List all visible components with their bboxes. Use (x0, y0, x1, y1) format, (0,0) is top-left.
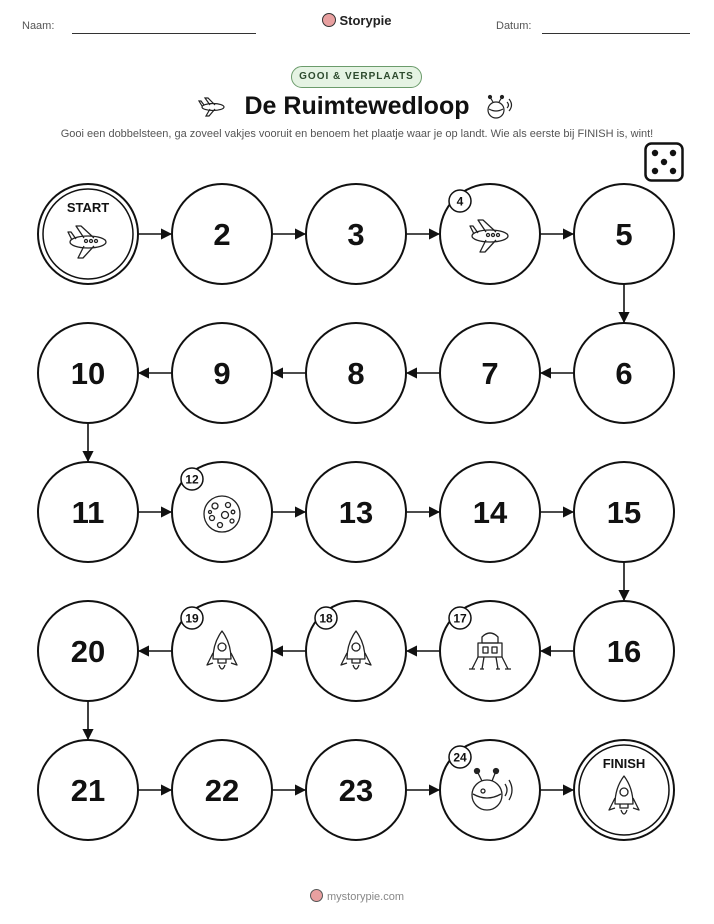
space-number-badge: 19 (185, 611, 199, 626)
start-label: START (66, 200, 110, 215)
footer (0, 889, 714, 903)
space-number: 20 (70, 634, 106, 669)
board-space-14[interactable] (440, 462, 540, 562)
space-number-badge: 4 (456, 194, 464, 209)
space-number: 14 (472, 495, 508, 530)
board-space-24[interactable] (440, 740, 540, 840)
board-space-9[interactable] (172, 323, 272, 423)
space-number: 9 (213, 356, 231, 391)
start-space[interactable] (38, 184, 138, 284)
board-space-11[interactable] (38, 462, 138, 562)
board-space-10[interactable] (38, 323, 138, 423)
board-space-13[interactable] (306, 462, 406, 562)
board-space-6[interactable] (574, 323, 674, 423)
space-number: 7 (481, 356, 499, 391)
board-space-22[interactable] (172, 740, 272, 840)
board-space-8[interactable] (306, 323, 406, 423)
instructions: Gooi een dobbelsteen, ga zoveel vakjes vooruit en benoem het plaatje waar je op landt. Wie als eerste bij FINISH is, wint! (60, 128, 654, 140)
game-type-badge: GOOI & VERPLAATS (291, 66, 422, 88)
board-space-23[interactable] (306, 740, 406, 840)
brand-name: Storypie (339, 13, 392, 28)
board-space-18[interactable] (306, 601, 406, 701)
board-space-12[interactable] (172, 462, 272, 562)
space-number: 22 (204, 773, 240, 808)
space-number: 21 (70, 773, 106, 808)
space-number: 10 (70, 356, 106, 391)
space-number: 5 (615, 217, 633, 252)
board-space-15[interactable] (574, 462, 674, 562)
board-space-4[interactable] (440, 184, 540, 284)
bear-logo-icon (310, 889, 323, 902)
board-space-20[interactable] (38, 601, 138, 701)
space-number-badge: 18 (319, 611, 333, 626)
space-number: 13 (338, 495, 374, 530)
footer-url: mystorypie.com (326, 891, 405, 903)
board-space-19[interactable] (172, 601, 272, 701)
space-number: 15 (606, 495, 642, 530)
space-number: 11 (71, 495, 105, 530)
finish-space[interactable] (574, 740, 674, 840)
space-number: 6 (615, 356, 633, 391)
board-space-3[interactable] (306, 184, 406, 284)
space-number: 8 (347, 356, 365, 391)
space-number: 16 (606, 634, 642, 669)
space-number: 3 (347, 217, 365, 252)
board-space-5[interactable] (574, 184, 674, 284)
board-space-16[interactable] (574, 601, 674, 701)
board-space-7[interactable] (440, 323, 540, 423)
space-number-badge: 17 (453, 611, 467, 626)
space-number-badge: 12 (185, 472, 199, 487)
page-title: De Ruimtewedloop (244, 92, 470, 120)
space-number: 23 (338, 773, 374, 808)
board-space-17[interactable] (440, 601, 540, 701)
board-space-21[interactable] (38, 740, 138, 840)
space-number-badge: 24 (453, 750, 467, 765)
space-number: 2 (213, 217, 231, 252)
name-label: Naam: (22, 20, 55, 32)
board-space-2[interactable] (172, 184, 272, 284)
date-label: Datum: (496, 20, 532, 32)
finish-label: FINISH (602, 756, 646, 771)
